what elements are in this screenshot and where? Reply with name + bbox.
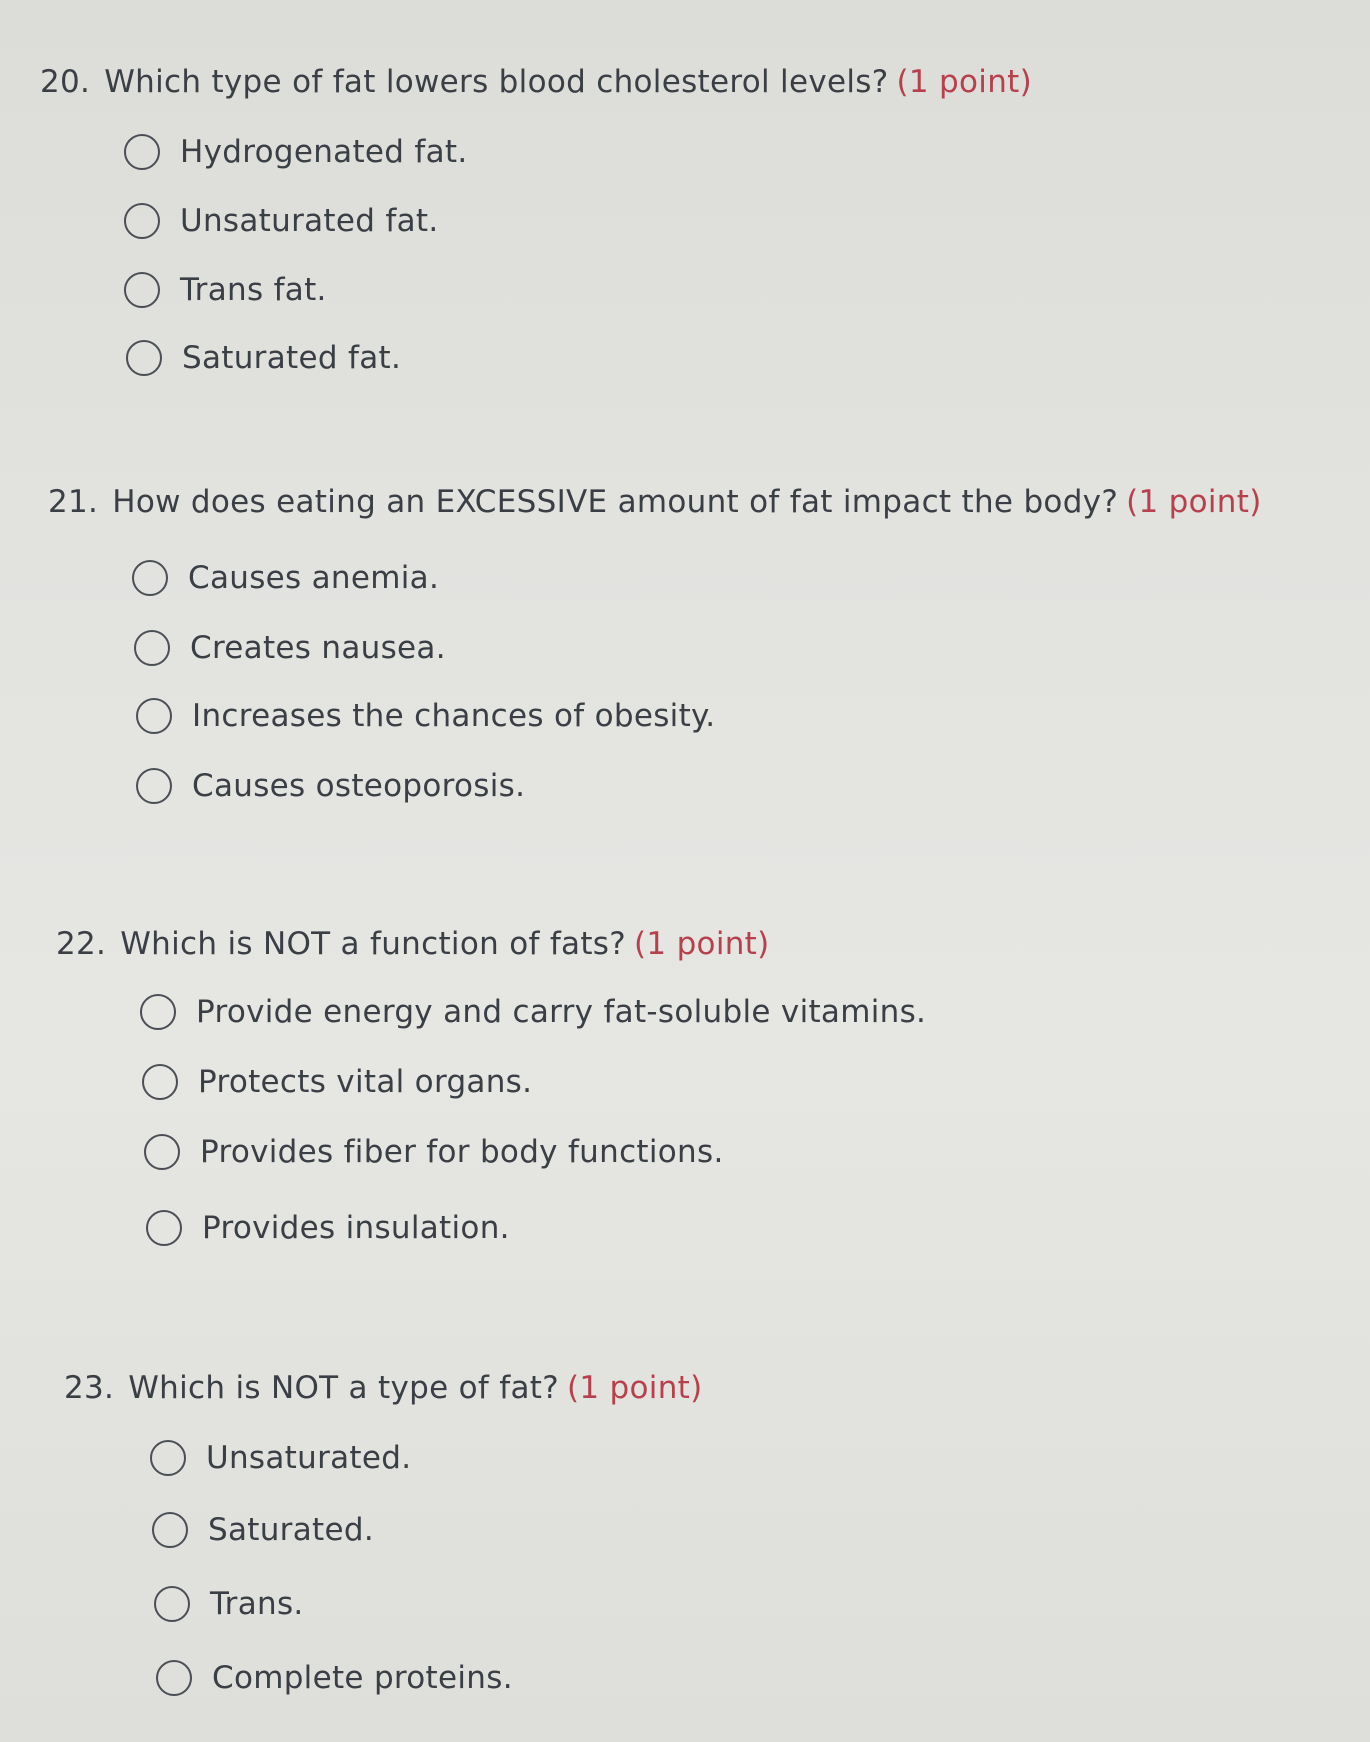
option-label: Trans. (210, 1586, 304, 1622)
question-text: How does eating an EXCESSIVE amount of fat impact the body? (112, 484, 1119, 520)
question-title (40, 62, 1032, 102)
option-label: Hydrogenated fat. (180, 134, 468, 170)
answer-option[interactable] (126, 334, 401, 382)
question-points: (1 point) (634, 926, 770, 962)
answer-option[interactable] (152, 1506, 374, 1554)
question-points: (1 point) (896, 64, 1032, 100)
option-label: Causes osteoporosis. (192, 768, 526, 804)
option-label: Trans fat. (180, 272, 327, 308)
option-label: Provide energy and carry fat-soluble vitamins. (196, 994, 927, 1030)
answer-option[interactable] (144, 1128, 724, 1176)
option-label: Unsaturated fat. (180, 203, 439, 239)
question-number: 22. (56, 926, 107, 962)
option-label: Increases the chances of obesity. (192, 698, 716, 734)
option-label: Saturated. (208, 1512, 374, 1548)
answer-option[interactable] (124, 128, 468, 176)
answer-option[interactable] (150, 1434, 411, 1482)
radio-button[interactable] (150, 1440, 186, 1476)
answer-option[interactable] (136, 762, 525, 810)
answer-option[interactable] (154, 1580, 304, 1628)
radio-button[interactable] (154, 1586, 190, 1622)
answer-option[interactable] (156, 1654, 513, 1702)
question-text: Which is NOT a type of fat? (128, 1370, 559, 1406)
option-label: Unsaturated. (206, 1440, 412, 1476)
radio-button[interactable] (144, 1134, 180, 1170)
radio-button[interactable] (134, 630, 170, 666)
radio-button[interactable] (126, 340, 162, 376)
question-number: 23. (64, 1370, 115, 1406)
option-label: Creates nausea. (190, 630, 446, 666)
option-label: Provides fiber for body functions. (200, 1134, 724, 1170)
answer-option[interactable] (146, 1204, 510, 1252)
option-label: Saturated fat. (182, 340, 402, 376)
answer-option[interactable] (136, 692, 715, 740)
radio-button[interactable] (124, 134, 160, 170)
radio-button[interactable] (140, 994, 176, 1030)
option-label: Complete proteins. (212, 1660, 513, 1696)
radio-button[interactable] (124, 203, 160, 239)
question-points: (1 point) (1126, 484, 1262, 520)
radio-button[interactable] (156, 1660, 192, 1696)
question-number: 21. (48, 484, 99, 520)
question-text: Which is NOT a function of fats? (120, 926, 626, 962)
question-text: Which type of fat lowers blood cholesterol levels? (104, 64, 889, 100)
question-title (56, 924, 770, 964)
radio-button[interactable] (142, 1064, 178, 1100)
question-number: 20. (40, 64, 91, 100)
radio-button[interactable] (146, 1210, 182, 1246)
answer-option[interactable] (124, 266, 327, 314)
answer-option[interactable] (134, 624, 446, 672)
option-label: Causes anemia. (188, 560, 440, 596)
question-points: (1 point) (566, 1370, 703, 1406)
radio-button[interactable] (152, 1512, 188, 1548)
answer-option[interactable] (124, 197, 439, 245)
question-title (64, 1368, 703, 1408)
radio-button[interactable] (136, 698, 172, 734)
answer-option[interactable] (142, 1058, 532, 1106)
radio-button[interactable] (132, 560, 168, 596)
radio-button[interactable] (124, 272, 160, 308)
option-label: Provides insulation. (202, 1210, 510, 1246)
option-label: Protects vital organs. (198, 1064, 533, 1100)
answer-option[interactable] (132, 554, 439, 602)
answer-option[interactable] (140, 988, 926, 1036)
question-title (48, 482, 1262, 522)
radio-button[interactable] (136, 768, 172, 804)
